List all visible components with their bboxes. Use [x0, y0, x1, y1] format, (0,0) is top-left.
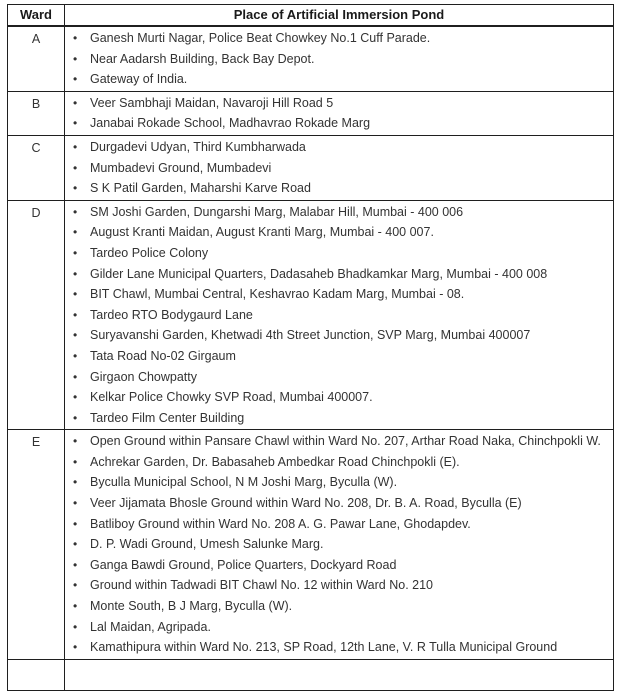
bullet-icon: • — [73, 369, 78, 384]
place-text: D. P. Wadi Ground, Umesh Salunke Marg. — [90, 537, 324, 552]
bullet-icon: • — [73, 116, 78, 131]
bullet-icon: • — [73, 204, 78, 219]
place-text: Near Aadarsh Building, Back Bay Depot. — [90, 51, 315, 66]
bullet-icon: • — [73, 475, 78, 490]
table-row — [8, 200, 614, 430]
place-text: Durgadevi Udyan, Third Kumbharwada — [90, 139, 306, 154]
document-page — [7, 4, 614, 691]
bullet-icon: • — [73, 410, 78, 425]
place-item — [65, 534, 611, 555]
place-item — [65, 243, 611, 264]
bullet-icon: • — [73, 287, 78, 302]
bullet-icon: • — [73, 31, 78, 45]
header-row — [8, 5, 614, 27]
place-text: Achrekar Garden, Dr. Babasaheb Ambedkar Road Chinchpokli (E). — [90, 454, 460, 469]
ward-column-header: Ward — [8, 5, 65, 27]
places-cell — [65, 135, 614, 200]
place-item — [65, 284, 611, 305]
bullet-icon: • — [73, 599, 78, 614]
place-text: Open Ground within Pansare Chawl within Ward No. 207, Arthar Road Naka, Chinchpokli W. — [90, 434, 601, 449]
partial-row — [8, 659, 614, 690]
place-item — [65, 514, 611, 535]
places-cell — [65, 91, 614, 135]
table-row — [8, 91, 614, 135]
place-text: Kamathipura within Ward No. 213, SP Road, 12th Lane, V. R Tulla Municipal Ground — [90, 640, 558, 655]
table-row — [8, 430, 614, 660]
place-item — [65, 137, 611, 158]
bullet-icon: • — [73, 390, 78, 405]
immersion-pond-table — [7, 4, 614, 691]
place-item — [65, 305, 611, 326]
place-text: Ganga Bawdi Ground, Police Quarters, Dockyard Road — [90, 557, 397, 572]
ward-cell: D — [8, 200, 65, 430]
place-text: BIT Chawl, Mumbai Central, Keshavrao Kadam Marg, Mumbai - 08. — [90, 287, 465, 302]
place-text: Kelkar Police Chowky SVP Road, Mumbai 400007. — [90, 390, 373, 405]
bullet-icon: • — [73, 307, 78, 322]
place-item — [65, 178, 611, 199]
place-item — [65, 452, 611, 473]
bullet-icon: • — [73, 496, 78, 511]
place-text: Janabai Rokade School, Madhavrao Rokade Marg — [90, 116, 371, 131]
place-text: Gilder Lane Municipal Quarters, Dadasaheb Bhadkamkar Marg, Mumbai - 400 008 — [90, 266, 548, 281]
place-text: Tardeo Police Colony — [90, 245, 209, 260]
table-row — [8, 26, 614, 91]
places-cell — [65, 430, 614, 660]
place-text: Tardeo Film Center Building — [90, 410, 245, 425]
place-item — [65, 367, 611, 388]
bullet-icon: • — [73, 434, 78, 449]
place-text: S K Patil Garden, Maharshi Karve Road — [90, 181, 311, 196]
place-text: Girgaon Chowpatty — [90, 369, 198, 384]
bullet-icon: • — [73, 557, 78, 572]
place-text: Ganesh Murti Nagar, Police Beat Chowkey No.1 Cuff Parade. — [90, 31, 431, 45]
bullet-icon: • — [73, 266, 78, 281]
place-text: Veer Jijamata Bhosle Ground within Ward No. 208, Dr. B. A. Road, Byculla (E) — [90, 496, 522, 511]
place-item — [65, 113, 611, 134]
bullet-icon: • — [73, 537, 78, 552]
partial-ward-cell — [8, 659, 65, 690]
place-item — [65, 202, 611, 223]
place-item — [65, 617, 611, 638]
bullet-icon: • — [73, 72, 78, 87]
partial-places-cell — [65, 659, 614, 690]
place-column-header: Place of Artificial Immersion Pond — [65, 5, 614, 27]
place-item — [65, 472, 611, 493]
ward-cell: B — [8, 91, 65, 135]
place-item — [65, 346, 611, 367]
bullet-icon: • — [73, 348, 78, 363]
bullet-icon: • — [73, 181, 78, 196]
bullet-icon: • — [73, 139, 78, 154]
bullet-icon: • — [73, 95, 78, 110]
place-text: Batliboy Ground within Ward No. 208 A. G. Pawar Lane, Ghodapdev. — [90, 516, 471, 531]
place-text: Mumbadevi Ground, Mumbadevi — [90, 160, 272, 175]
place-item — [65, 637, 611, 658]
bullet-icon: • — [73, 454, 78, 469]
bullet-icon: • — [73, 51, 78, 66]
place-text: Byculla Municipal School, N M Joshi Marg, Byculla (W). — [90, 475, 398, 490]
place-item — [65, 264, 611, 285]
place-text: Tardeo RTO Bodygaurd Lane — [90, 307, 253, 322]
place-item — [65, 555, 611, 576]
place-text: Tata Road No-02 Girgaum — [90, 348, 236, 363]
place-item — [65, 222, 611, 243]
bullet-icon: • — [73, 619, 78, 634]
ward-cell: A — [8, 26, 65, 91]
place-item — [65, 49, 611, 70]
place-item — [65, 93, 611, 114]
bullet-icon: • — [73, 160, 78, 175]
place-text: Lal Maidan, Agripada. — [90, 619, 211, 634]
bullet-icon: • — [73, 578, 78, 593]
table-row — [8, 135, 614, 200]
place-item — [65, 69, 611, 90]
place-text: SM Joshi Garden, Dungarshi Marg, Malabar Hill, Mumbai - 400 006 — [90, 204, 464, 219]
place-item — [65, 387, 611, 408]
place-text: Gateway of India. — [90, 72, 188, 87]
place-text: Suryavanshi Garden, Khetwadi 4th Street Junction, SVP Marg, Mumbai 400007 — [90, 328, 531, 343]
bullet-icon: • — [73, 328, 78, 343]
bullet-icon: • — [73, 516, 78, 531]
bullet-icon: • — [73, 225, 78, 240]
place-item — [65, 431, 611, 452]
place-item — [65, 493, 611, 514]
places-cell — [65, 200, 614, 430]
place-text: Monte South, B J Marg, Byculla (W). — [90, 599, 293, 614]
place-item — [65, 596, 611, 617]
ward-cell: E — [8, 430, 65, 660]
place-item — [65, 28, 611, 49]
ward-cell: C — [8, 135, 65, 200]
bullet-icon: • — [73, 245, 78, 260]
place-text: Veer Sambhaji Maidan, Navaroji Hill Road 5 — [90, 95, 334, 110]
place-item — [65, 325, 611, 346]
place-item — [65, 408, 611, 429]
places-cell — [65, 26, 614, 91]
place-item — [65, 575, 611, 596]
place-text: Ground within Tadwadi BIT Chawl No. 12 within Ward No. 210 — [90, 578, 433, 593]
bullet-icon: • — [73, 640, 78, 655]
place-item — [65, 158, 611, 179]
place-text: August Kranti Maidan, August Kranti Marg, Mumbai - 400 007. — [90, 225, 434, 240]
